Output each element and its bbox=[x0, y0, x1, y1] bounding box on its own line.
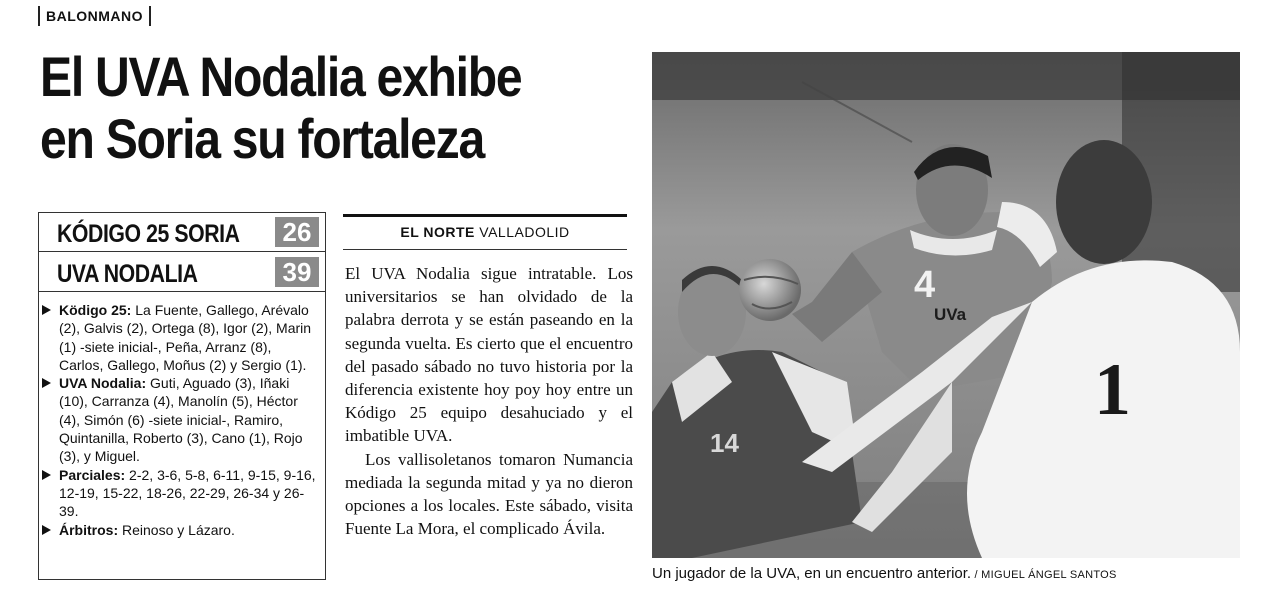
section-label: BALONMANO bbox=[38, 6, 151, 26]
caption-text: Un jugador de la UVA, en un encuentro anterior. bbox=[652, 565, 972, 582]
bullet-arrow-icon bbox=[42, 305, 51, 315]
away-score: 39 bbox=[275, 257, 319, 287]
home-team-name: KÓDIGO 25 SORIA bbox=[57, 220, 240, 248]
article-paragraph-1: El UVA Nodalia sigue intratable. Los universitarios se han olvidado de la palabra derrota y se están paseando en la segunda vuelta. Es cierto que el encuentro del pasado sábado no tuvo historia por la diferencia existente hoy poy hoy entre un Kódigo 25 equipo desahuciado y el imbatible UVA. bbox=[345, 264, 633, 446]
detail-label: Árbitros: bbox=[59, 521, 119, 538]
article-paragraph-2: Los vallisoletanos tomaron Numancia mediada la segunda mitad y ya no dieron opciones a los locales. Este sábado, visita Fuente La Mora, el complicado Ávila. bbox=[345, 449, 633, 539]
jersey-number-center: 4 bbox=[914, 264, 936, 306]
score-row-away bbox=[39, 253, 325, 292]
detail-partials bbox=[39, 466, 319, 521]
photo-svg bbox=[652, 52, 1240, 558]
score-row-home bbox=[39, 213, 325, 252]
shirt-sponsor-text: UVa bbox=[934, 305, 967, 324]
detail-text: Guti, Aguado (3), Iñaki (10), Carranza (4), Manolín (5), Héctor (4), Simón (6) -siete inicial-, Ramiro, Quintanilla, Roberto (3), Cano (1), Rojo (3), y Miguel. bbox=[59, 375, 303, 465]
bullet-arrow-icon bbox=[42, 470, 51, 480]
headline-line-1: El UVA Nodalia exhibe bbox=[40, 45, 522, 108]
detail-text: Reinoso y Lázaro. bbox=[118, 521, 235, 538]
jersey-number-left: 14 bbox=[710, 428, 739, 458]
scoreboard bbox=[38, 212, 326, 580]
photo-credit: / MIGUEL ÁNGEL SANTOS bbox=[971, 569, 1117, 581]
detail-label: Parciales: bbox=[59, 466, 126, 483]
match-details bbox=[39, 301, 319, 539]
byline-city: VALLADOLID bbox=[474, 224, 570, 240]
detail-text: La Fuente, Gallego, Arévalo (2), Galvis (2), Ortega (8), Igor (2), Marin (1) -siete inicial-, Peña, Arranz (8), Carlos, Gallego, Moñus (2) y Sergio (1). bbox=[59, 302, 312, 373]
handball-ball bbox=[739, 259, 801, 321]
headline bbox=[40, 46, 547, 170]
photo-caption bbox=[652, 565, 1117, 582]
detail-referees bbox=[39, 521, 319, 539]
detail-label: UVA Nodalia: bbox=[59, 375, 147, 392]
bullet-arrow-icon bbox=[42, 525, 51, 535]
home-score: 26 bbox=[275, 217, 319, 247]
detail-away-lineup bbox=[39, 374, 319, 465]
byline-outlet: EL NORTE bbox=[400, 224, 475, 240]
bullet-arrow-icon bbox=[42, 378, 51, 388]
byline bbox=[343, 214, 627, 250]
article-body bbox=[345, 262, 633, 540]
detail-text: 2-2, 3-6, 5-8, 6-11, 9-15, 9-16, 12-19, 15-22, 18-26, 22-29, 26-34 y 26-39. bbox=[59, 466, 316, 520]
away-team-name: UVA NODALIA bbox=[57, 260, 198, 288]
detail-label: Ködigo 25: bbox=[59, 302, 132, 318]
jersey-number-right: 1 bbox=[1094, 349, 1131, 431]
headline-line-2: en Soria su fortaleza bbox=[40, 107, 484, 170]
detail-home-lineup bbox=[39, 301, 319, 374]
match-photo bbox=[652, 52, 1240, 558]
